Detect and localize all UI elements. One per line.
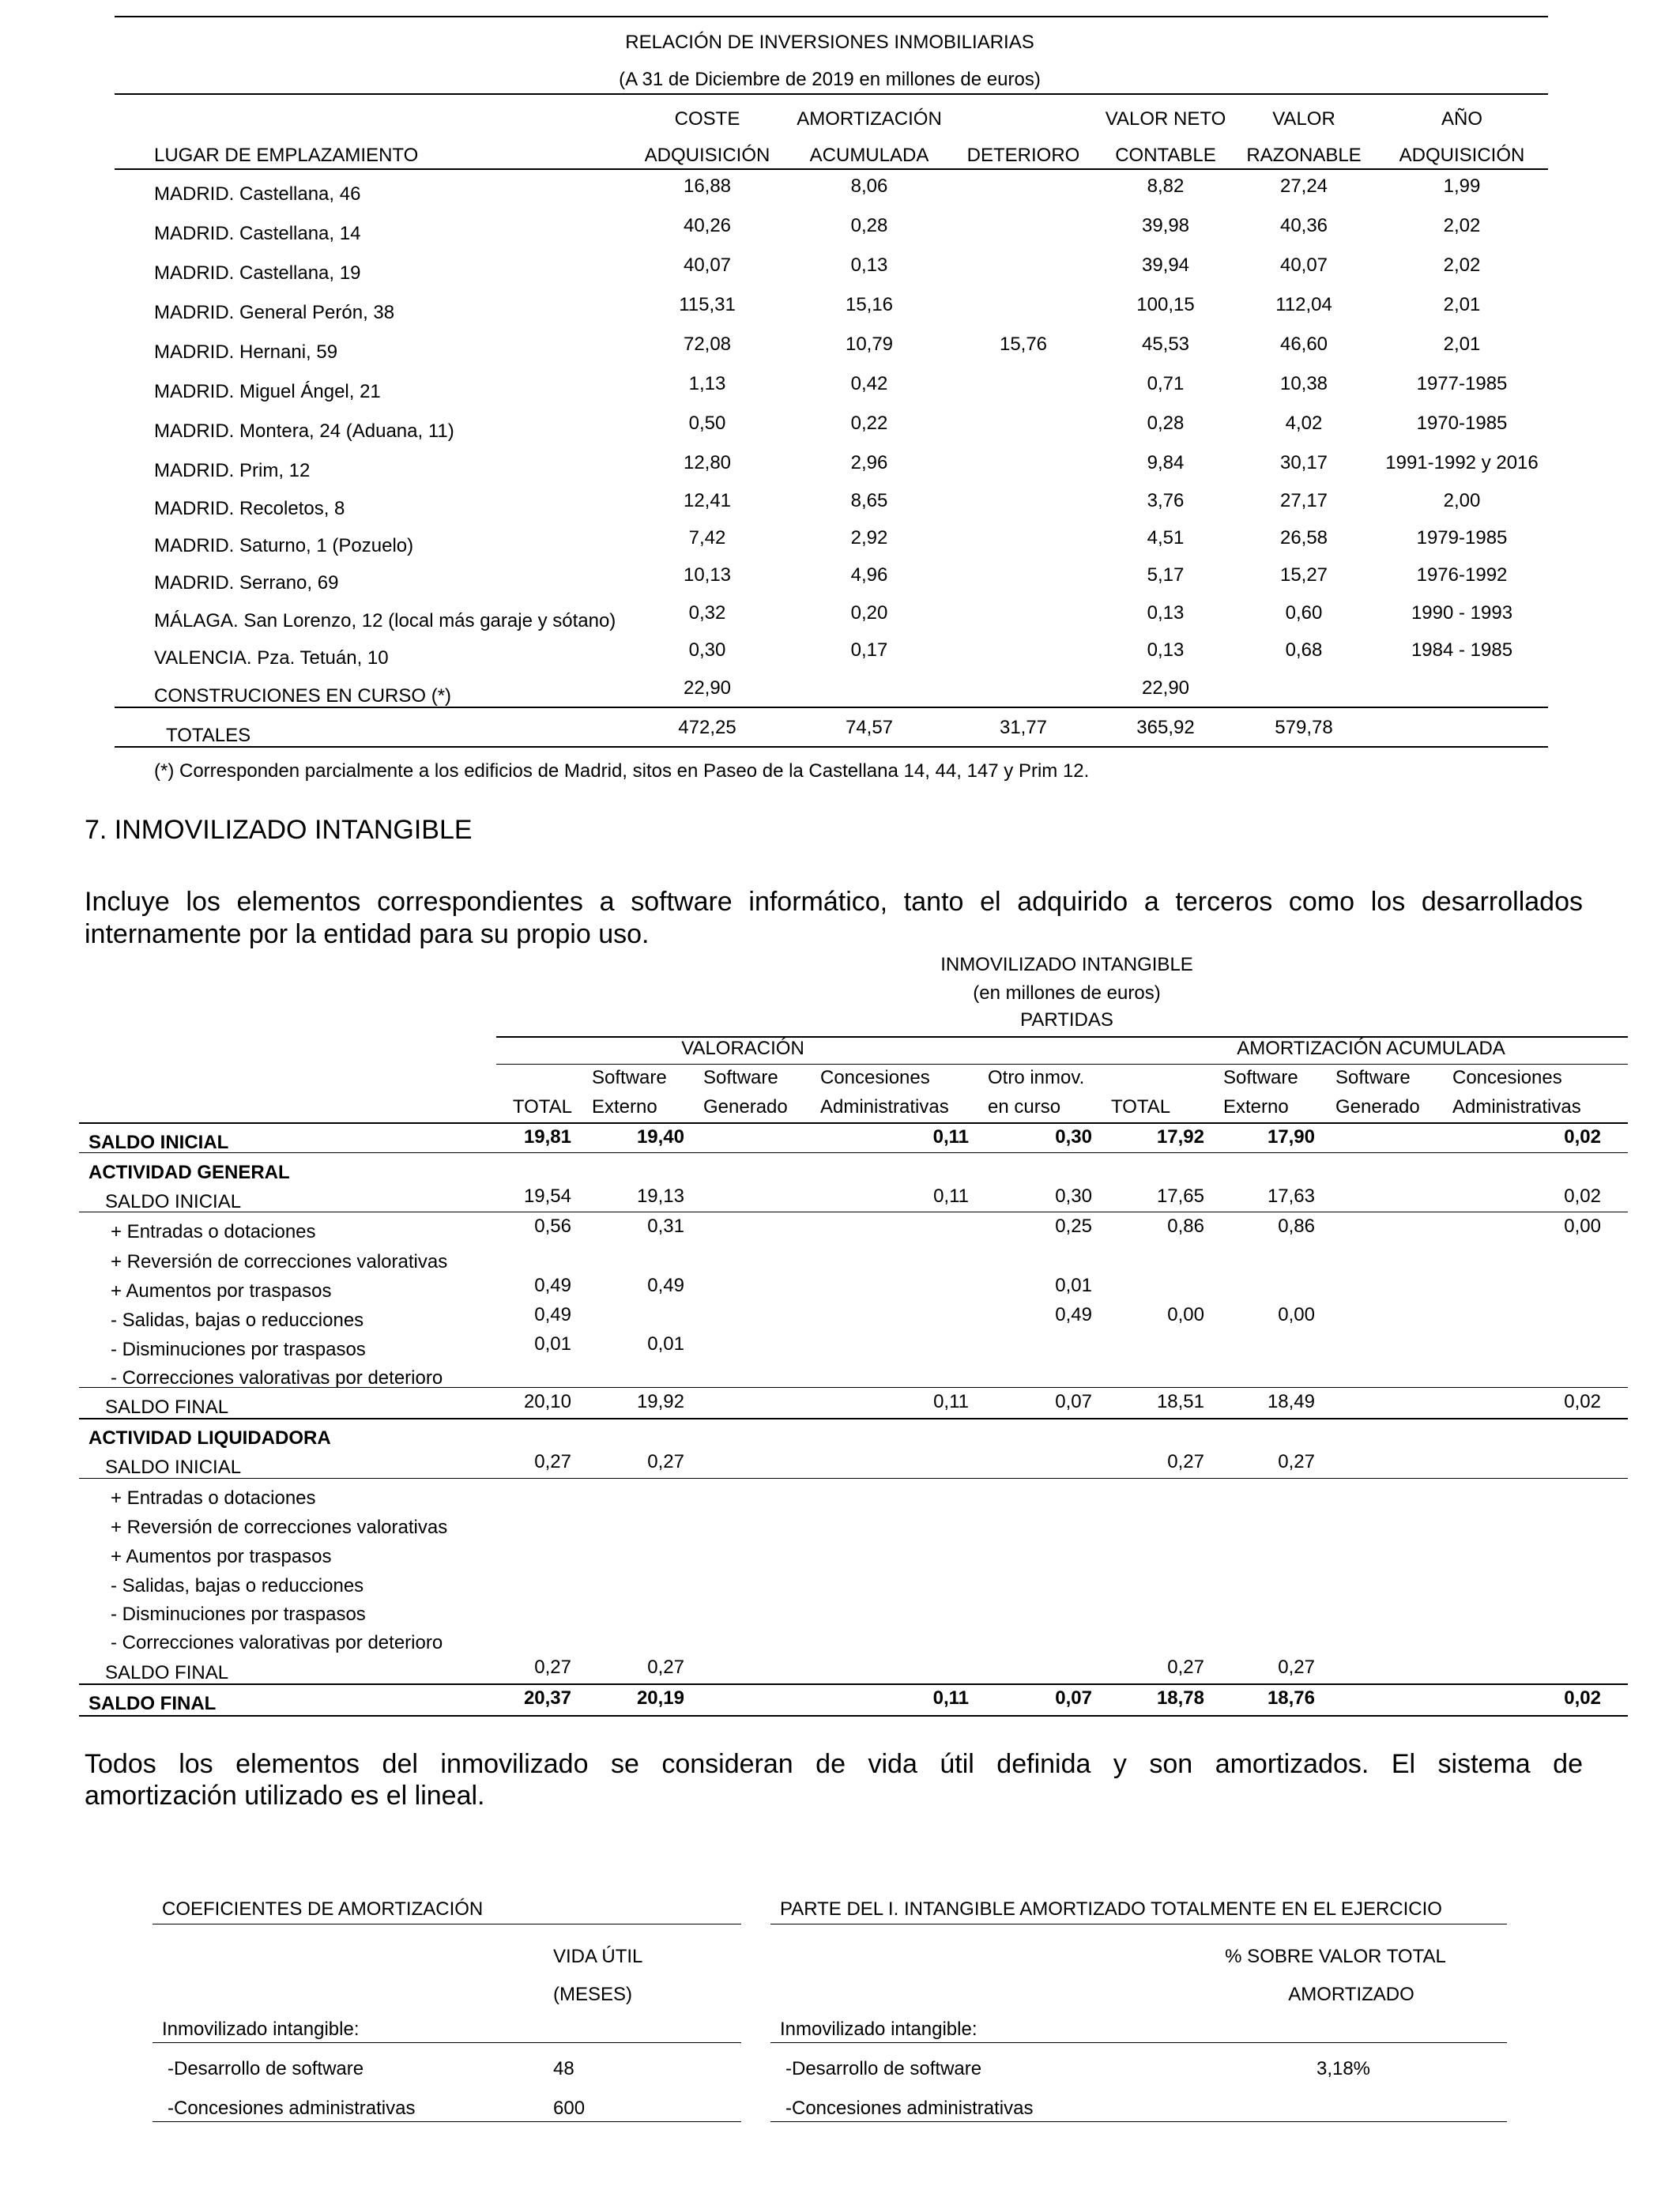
cell-value: 18,76 <box>1267 1687 1315 1709</box>
cell-value: 18,51 <box>1156 1391 1204 1412</box>
cell-coste: 0,50 <box>688 413 726 434</box>
column-header-rule <box>79 1122 1628 1124</box>
col-header-bottom: en curso <box>988 1096 1061 1118</box>
construcciones-label: CONSTRUCIONES EN CURSO (*) <box>154 685 452 707</box>
cell-anio: 1970-1985 <box>1416 413 1508 434</box>
parte-title: PARTE DEL I. INTANGIBLE AMORTIZADO TOTALMENTE EN EL EJERCICIO <box>780 1898 1442 1920</box>
cell-value: 17,65 <box>1156 1186 1204 1207</box>
cell-vnc: 45,53 <box>1141 334 1190 355</box>
cell-value: 0,07 <box>1055 1391 1092 1412</box>
header-anio-adq: ADQUISICIÓN <box>1399 145 1525 166</box>
cell-value: 0,27 <box>647 1657 684 1678</box>
parte-bottom-rule <box>770 2121 1507 2122</box>
cell-vnc: 5,17 <box>1147 564 1185 586</box>
cell-coste: 16,88 <box>683 175 732 197</box>
cell-vnc: 100,15 <box>1136 294 1195 315</box>
cell-value: 0,02 <box>1564 1687 1601 1709</box>
cell-value: 19,13 <box>636 1186 684 1207</box>
coef-row-label: -Concesiones administrativas <box>168 2098 416 2119</box>
row-location: MADRID. General Perón, 38 <box>154 302 395 323</box>
cell-anio: 1990 - 1993 <box>1411 602 1513 624</box>
header-coste: COSTE <box>674 108 740 130</box>
header-deterioro: DETERIORO <box>966 145 1080 166</box>
row-label: SALDO INICIAL <box>105 1457 242 1478</box>
row-label: + Entradas o dotaciones <box>111 1221 316 1242</box>
cell-amort: 0,28 <box>850 215 888 236</box>
cell-anio: 1,99 <box>1443 175 1481 197</box>
totales-label: TOTALES <box>166 725 251 746</box>
intro-line-2: internamente por la entidad para su propio uso. <box>85 919 650 949</box>
cell-amort: 2,96 <box>850 452 888 473</box>
row-location: MADRID. Montera, 24 (Aduana, 11) <box>154 420 454 442</box>
col-header-bottom: Administrativas <box>1452 1096 1581 1118</box>
coef-row-label: -Desarrollo de software <box>168 2058 364 2079</box>
cell-amort: 0,42 <box>850 373 888 394</box>
construcciones-vnc: 22,90 <box>1141 677 1190 699</box>
row-label: SALDO INICIAL <box>89 1132 229 1153</box>
row-location: MADRID. Miguel Ángel, 21 <box>154 381 381 402</box>
cell-raz: 27,17 <box>1279 490 1328 511</box>
parte-row-value: 3,18% <box>1316 2058 1371 2079</box>
cell-coste: 12,41 <box>683 490 732 511</box>
cell-vnc: 0,28 <box>1147 413 1185 434</box>
cell-vnc: 39,98 <box>1141 215 1190 236</box>
totales-bottom-rule <box>115 746 1548 748</box>
construcciones-coste: 22,90 <box>683 677 732 699</box>
row-label: - Disminuciones por traspasos <box>111 1339 366 1360</box>
cell-amort: 15,16 <box>845 294 894 315</box>
cell-vnc: 0,13 <box>1147 639 1185 661</box>
cell-value: 0,07 <box>1055 1687 1092 1709</box>
cell-value: 0,11 <box>933 1186 969 1207</box>
cell-value: 18,49 <box>1267 1391 1315 1412</box>
cell-value: 19,92 <box>636 1391 684 1412</box>
cell-anio: 1984 - 1985 <box>1411 639 1513 661</box>
col-header-bottom: TOTAL <box>1111 1096 1171 1118</box>
col-header-top: Software <box>1223 1067 1298 1088</box>
row-location: MÁLAGA. San Lorenzo, 12 (local más garaje y sótano) <box>154 610 616 631</box>
cell-value: 0,00 <box>1564 1216 1601 1237</box>
col-header-top: Otro inmov. <box>988 1067 1085 1088</box>
row-label: ACTIVIDAD GENERAL <box>89 1162 290 1183</box>
cell-raz: 112,04 <box>1275 294 1332 315</box>
inversiones-subtitle: (A 31 de Diciembre de 2019 en millones de euros) <box>619 69 1041 90</box>
cell-raz: 40,36 <box>1279 215 1328 236</box>
cell-value: 0,30 <box>1055 1186 1092 1207</box>
cell-value: 0,02 <box>1564 1391 1601 1412</box>
cell-coste: 40,07 <box>683 254 732 276</box>
group-valoracion: VALORACIÓN <box>681 1038 804 1059</box>
row-label: + Entradas o dotaciones <box>111 1487 316 1509</box>
cell-value: 20,10 <box>523 1391 571 1412</box>
row-label: - Correcciones valorativas por deterioro <box>111 1632 443 1653</box>
row-rule <box>79 1418 1628 1419</box>
cell-value: 19,81 <box>523 1126 571 1148</box>
row-label: SALDO FINAL <box>89 1693 217 1714</box>
cell-amort: 8,65 <box>850 490 888 511</box>
cell-value: 0,01 <box>534 1333 571 1355</box>
coef-section-rule <box>153 2042 741 2043</box>
totales-amort: 74,57 <box>845 717 894 738</box>
cell-amort: 2,92 <box>850 527 888 548</box>
cell-anio: 2,01 <box>1443 294 1481 315</box>
parte-section-rule <box>770 2042 1507 2043</box>
cell-value: 0,56 <box>534 1216 571 1237</box>
cell-anio: 2,01 <box>1443 334 1481 355</box>
row-rule <box>79 1683 1628 1685</box>
cell-value: 0,11 <box>932 1126 969 1148</box>
totales-top-rule <box>115 707 1548 708</box>
coef-bottom-rule <box>153 2121 741 2122</box>
coef-col-h2: (MESES) <box>553 1984 633 2005</box>
coef-section: Inmovilizado intangible: <box>162 2019 360 2040</box>
cell-anio: 2,00 <box>1443 490 1481 511</box>
cell-value: 0,01 <box>1055 1275 1092 1296</box>
cell-anio: 2,02 <box>1443 215 1481 236</box>
col-header-bottom: Externo <box>1223 1096 1289 1118</box>
cell-value: 20,37 <box>523 1687 571 1709</box>
cell-value: 0,27 <box>534 1657 571 1678</box>
cell-value: 17,63 <box>1267 1186 1315 1207</box>
cell-value: 0,27 <box>1167 1451 1204 1472</box>
cell-raz: 10,38 <box>1279 373 1328 394</box>
cell-anio: 1979-1985 <box>1416 527 1508 548</box>
inversiones-footnote: (*) Corresponden parcialmente a los edificios de Madrid, sitos en Paseo de la Castellana 14, 44, 147 y Prim 12. <box>154 760 1090 782</box>
cell-vnc: 4,51 <box>1147 527 1185 548</box>
cell-amort: 0,17 <box>850 639 888 661</box>
cell-vnc: 3,76 <box>1147 490 1185 511</box>
cell-amort: 10,79 <box>845 334 894 355</box>
cell-value: 0,27 <box>1278 1451 1315 1472</box>
cell-value: 17,90 <box>1267 1126 1315 1148</box>
row-location: MADRID. Castellana, 14 <box>154 223 361 244</box>
cell-value: 0,30 <box>1055 1126 1092 1148</box>
cell-vnc: 9,84 <box>1147 452 1185 473</box>
header-rule <box>115 93 1548 95</box>
cell-amort: 4,96 <box>850 564 888 586</box>
intangible-title: INMOVILIZADO INTANGIBLE <box>940 954 1193 975</box>
cell-value: 0,49 <box>534 1304 571 1325</box>
cell-amort: 0,13 <box>850 254 888 276</box>
cell-coste: 40,26 <box>683 215 732 236</box>
header-valor: VALOR <box>1272 108 1335 130</box>
cell-value: 0,11 <box>932 1687 969 1709</box>
cell-coste: 0,30 <box>688 639 726 661</box>
cell-value: 0,25 <box>1055 1216 1092 1237</box>
cell-raz: 27,24 <box>1279 175 1328 197</box>
col-header-top: Software <box>703 1067 778 1088</box>
col-header-top: Software <box>592 1067 667 1088</box>
row-label: SALDO FINAL <box>105 1662 229 1683</box>
row-rule <box>79 1152 1628 1153</box>
header-valor-neto: VALOR NETO <box>1105 108 1226 130</box>
parte-row-label: -Concesiones administrativas <box>785 2098 1034 2119</box>
header-bottom-rule <box>115 168 1548 170</box>
intro-line-1: Incluye los elementos correspondientes a software informático, tanto el adquirido a terceros como los desarrollados <box>85 887 1583 917</box>
cell-raz: 0,60 <box>1285 602 1323 624</box>
row-location: MADRID. Castellana, 19 <box>154 262 361 284</box>
cell-vnc: 0,71 <box>1147 373 1185 394</box>
col-header-bottom: TOTAL <box>512 1096 572 1118</box>
cell-anio: 1991-1992 y 2016 <box>1385 452 1539 473</box>
row-label: + Aumentos por traspasos <box>111 1546 332 1567</box>
row-label: - Salidas, bajas o reducciones <box>111 1575 364 1596</box>
cell-value: 0,49 <box>1055 1304 1092 1325</box>
intangible-partidas: PARTIDAS <box>1020 1009 1113 1031</box>
cell-coste: 7,42 <box>688 527 726 548</box>
coef-row-value: 48 <box>553 2058 574 2079</box>
cell-raz: 15,27 <box>1279 564 1328 586</box>
cell-value: 0,27 <box>647 1451 684 1472</box>
row-label: + Aumentos por traspasos <box>111 1280 332 1302</box>
cell-raz: 4,02 <box>1285 413 1323 434</box>
cell-coste: 12,80 <box>683 452 732 473</box>
cell-value: 18,78 <box>1156 1687 1204 1709</box>
parte-row-label: -Desarrollo de software <box>785 2058 982 2079</box>
cell-raz: 26,58 <box>1279 527 1328 548</box>
col-header-top: Concesiones <box>1452 1067 1562 1088</box>
cell-anio: 1977-1985 <box>1416 373 1508 394</box>
row-location: MADRID. Prim, 12 <box>154 460 311 481</box>
row-label: SALDO FINAL <box>105 1397 229 1418</box>
cell-vnc: 0,13 <box>1147 602 1185 624</box>
top-rule <box>115 16 1548 17</box>
section-heading: 7. INMOVILIZADO INTANGIBLE <box>85 815 473 845</box>
cell-amort: 8,06 <box>850 175 888 197</box>
cell-raz: 46,60 <box>1279 334 1328 355</box>
totales-deterioro: 31,77 <box>999 717 1048 738</box>
para-line-2: amortización utilizado es el lineal. <box>85 1781 485 1811</box>
header-contable: CONTABLE <box>1115 145 1216 166</box>
row-location: MADRID. Saturno, 1 (Pozuelo) <box>154 535 414 556</box>
row-label: SALDO INICIAL <box>105 1191 242 1212</box>
cell-coste: 115,31 <box>679 294 736 315</box>
row-rule <box>79 1387 1628 1388</box>
cell-value: 0,49 <box>534 1275 571 1296</box>
coef-row-value: 600 <box>553 2098 586 2119</box>
inversiones-title: RELACIÓN DE INVERSIONES INMOBILIARIAS <box>625 32 1034 53</box>
cell-value: 19,40 <box>636 1126 684 1148</box>
header-lugar: LUGAR DE EMPLAZAMIENTO <box>154 145 419 166</box>
cell-coste: 10,13 <box>683 564 732 586</box>
cell-value: 19,54 <box>523 1186 571 1207</box>
col-header-bottom: Generado <box>1335 1096 1420 1118</box>
header-anio: AÑO <box>1441 108 1482 130</box>
col-header-bottom: Administrativas <box>820 1096 949 1118</box>
row-rule <box>79 1715 1628 1717</box>
cell-amort: 0,22 <box>850 413 888 434</box>
row-label: - Salidas, bajas o reducciones <box>111 1310 364 1331</box>
row-location: MADRID. Serrano, 69 <box>154 572 339 594</box>
group-amortizacion: AMORTIZACIÓN ACUMULADA <box>1237 1038 1505 1059</box>
row-label: - Disminuciones por traspasos <box>111 1604 366 1625</box>
parte-col-h1: % SOBRE VALOR TOTAL <box>1225 1946 1446 1967</box>
cell-det: 15,76 <box>999 334 1048 355</box>
col-header-bottom: Externo <box>592 1096 657 1118</box>
cell-value: 0,00 <box>1167 1304 1204 1325</box>
col-header-bottom: Generado <box>703 1096 788 1118</box>
cell-raz: 0,68 <box>1285 639 1323 661</box>
cell-amort: 0,20 <box>850 602 888 624</box>
group-rule <box>496 1064 1628 1065</box>
header-razonable: RAZONABLE <box>1246 145 1362 166</box>
coef-col-h1: VIDA ÚTIL <box>553 1946 643 1967</box>
cell-coste: 1,13 <box>688 373 726 394</box>
row-location: VALENCIA. Pza. Tetuán, 10 <box>154 647 389 669</box>
row-rule <box>79 1478 1628 1479</box>
col-header-top: Concesiones <box>820 1067 930 1088</box>
cell-value: 20,19 <box>636 1687 684 1709</box>
cell-value: 0,02 <box>1564 1126 1601 1148</box>
cell-value: 0,00 <box>1278 1304 1315 1325</box>
intangible-subtitle: (en millones de euros) <box>973 982 1161 1004</box>
totales-vnc: 365,92 <box>1136 717 1195 738</box>
row-location: MADRID. Castellana, 46 <box>154 183 361 205</box>
cell-value: 0,01 <box>647 1333 684 1355</box>
row-label: + Reversión de correcciones valorativas <box>111 1251 448 1272</box>
totales-coste: 472,25 <box>678 717 736 738</box>
cell-value: 0,11 <box>933 1391 969 1412</box>
cell-coste: 0,32 <box>688 602 726 624</box>
row-label: + Reversión de correcciones valorativas <box>111 1517 448 1538</box>
totales-razonable: 579,78 <box>1275 717 1333 738</box>
para-line-1: Todos los elementos del inmovilizado se consideran de vida útil definida y son amortizados. El sistema de <box>85 1749 1583 1779</box>
cell-value: 0,49 <box>647 1275 684 1296</box>
cell-value: 0,27 <box>1167 1657 1204 1678</box>
col-header-top: Software <box>1335 1067 1411 1088</box>
row-label: ACTIVIDAD LIQUIDADORA <box>89 1427 331 1449</box>
row-label: - Correcciones valorativas por deterioro <box>111 1367 443 1389</box>
cell-anio: 2,02 <box>1443 254 1481 276</box>
header-adquisicion: ADQUISICIÓN <box>644 145 770 166</box>
cell-raz: 30,17 <box>1279 452 1328 473</box>
cell-value: 0,27 <box>534 1451 571 1472</box>
parte-col-h2: AMORTIZADO <box>1288 1984 1414 2005</box>
header-amortizacion: AMORTIZACIÓN <box>797 108 942 130</box>
cell-raz: 40,07 <box>1279 254 1328 276</box>
cell-vnc: 8,82 <box>1147 175 1185 197</box>
cell-anio: 1976-1992 <box>1416 564 1508 586</box>
cell-value: 0,86 <box>1167 1216 1204 1237</box>
cell-value: 0,86 <box>1278 1216 1315 1237</box>
coef-title: COEFICIENTES DE AMORTIZACIÓN <box>162 1898 484 1920</box>
cell-coste: 72,08 <box>683 334 732 355</box>
row-location: MADRID. Recoletos, 8 <box>154 498 345 519</box>
header-acumulada: ACUMULADA <box>809 145 929 166</box>
row-location: MADRID. Hernani, 59 <box>154 341 338 363</box>
cell-value: 0,31 <box>647 1216 684 1237</box>
cell-value: 17,92 <box>1156 1126 1204 1148</box>
cell-value: 0,27 <box>1278 1657 1315 1678</box>
cell-value: 0,02 <box>1564 1186 1601 1207</box>
cell-vnc: 39,94 <box>1141 254 1190 276</box>
parte-section: Inmovilizado intangible: <box>780 2019 977 2040</box>
